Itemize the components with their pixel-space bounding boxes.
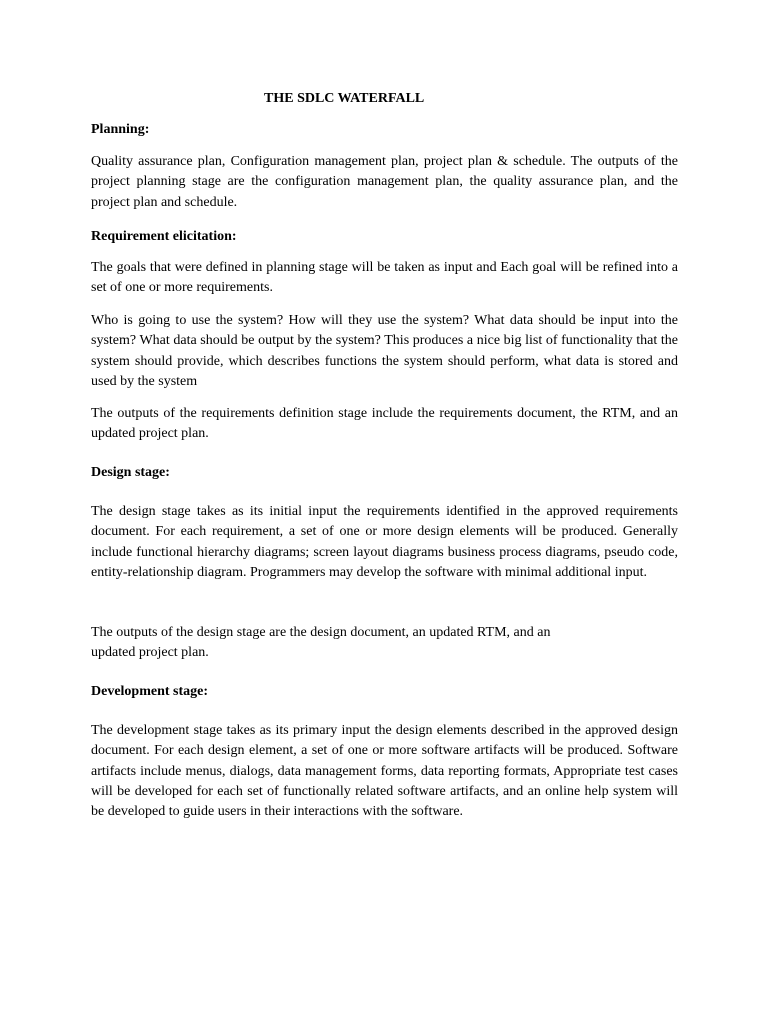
heading-requirement-elicitation: Requirement elicitation: (91, 229, 237, 244)
design-paragraph-2-line-2: updated project plan. (91, 645, 209, 661)
document-title: THE SDLC WATERFALL (264, 91, 425, 106)
heading-planning: Planning: (91, 122, 150, 137)
design-paragraph-2-line-1: The outputs of the design stage are the design document, an updated RTM, and an (91, 625, 551, 640)
design-paragraph-1: The design stage takes as its initial input the requirements identified in the approved requirements document. For each requirement, a set of one or more design elements will be produced. Generally include functional hierarchy diagrams; screen layout diagrams business process diagrams, pseudo code, entity-relationship diagram. Programmers may develop the software with minimal additional input. (91, 504, 678, 580)
requirement-paragraph-3: The outputs of the requirements definition stage include the requirements document, the RTM, and an updated project plan. (91, 406, 678, 442)
requirement-paragraph-2: Who is going to use the system? How will they use the system? What data should be input into the system? What data should be output by the system? This produces a nice big list of functionality that the system should provide, which describes functions the system should perform, what data is stored and used by the system (91, 313, 678, 389)
development-paragraph: The development stage takes as its primary input the design elements described in the approved design document. For each design element, a set of one or more software artifacts will be produced. Software artifacts include menus, dialogs, data management forms, data reporting formats, Appropriate test cases will be developed for each set of functionally related software artifacts, and an online help system will be developed to guide users in their interactions with the software. (91, 723, 678, 820)
design-paragraph-2 (91, 623, 678, 664)
heading-development-stage: Development stage: (91, 684, 209, 699)
heading-design-stage: Design stage: (91, 465, 170, 480)
requirement-paragraph-1: The goals that were defined in planning stage will be taken as input and Each goal will be refined into a set of one or more requirements. (91, 260, 678, 296)
planning-paragraph: Quality assurance plan, Configuration management plan, project plan & schedule. The outputs of the project planning stage are the configuration management plan, the quality assurance plan, and the project plan and schedule. (91, 154, 678, 210)
